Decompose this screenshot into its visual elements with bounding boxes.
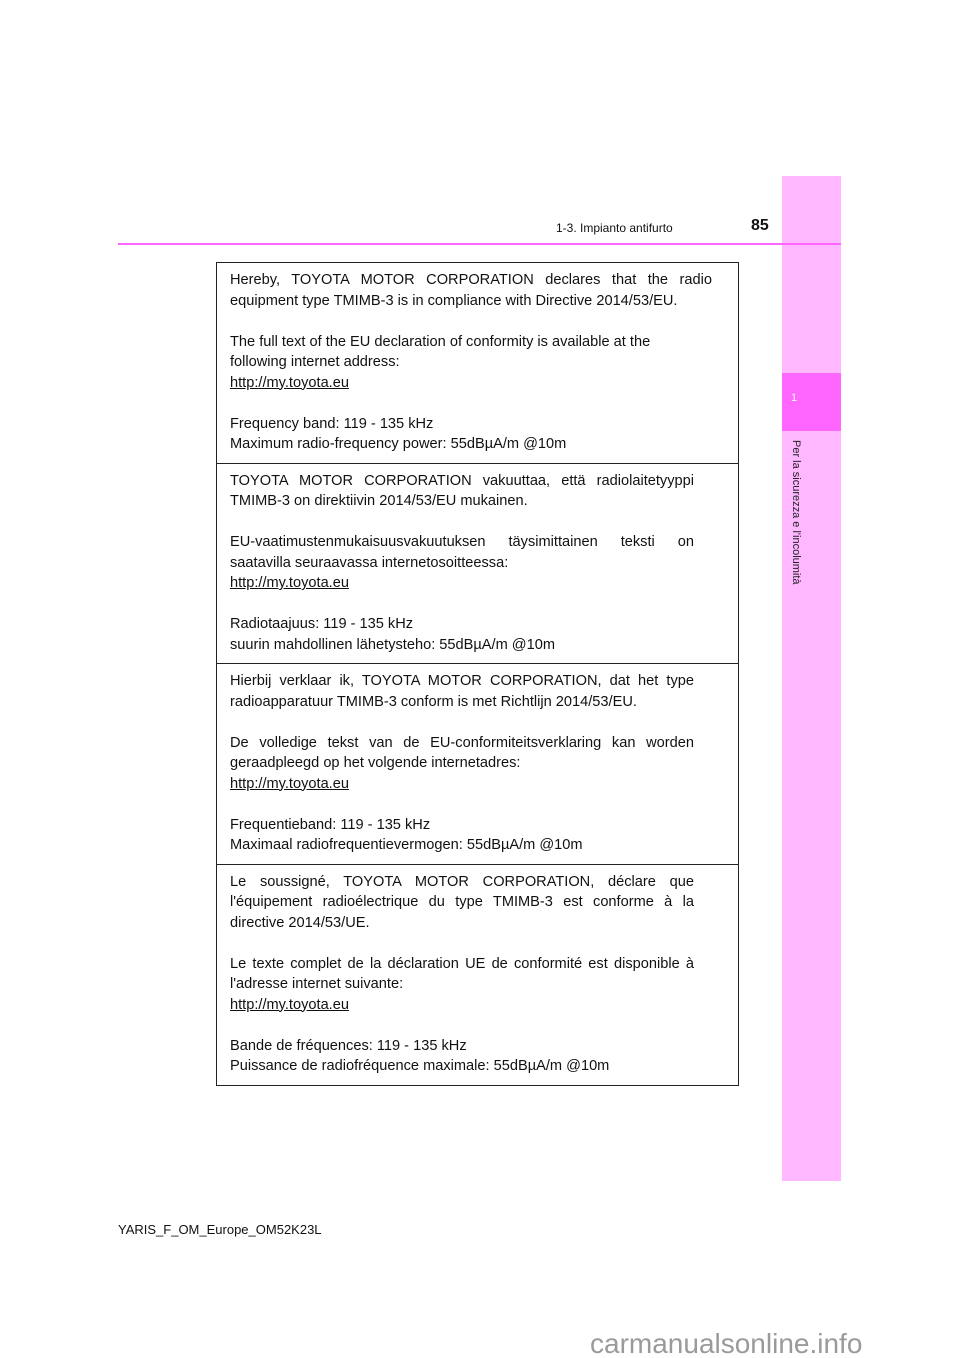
text-line: De volledige tekst van de EU-conformiteitsverklaring kan worden [230,734,694,751]
text-line: Bande de fréquences: 119 - 135 kHz [230,1037,467,1054]
text-line: Frequency band: 119 - 135 kHz [230,415,434,432]
header-rule [118,243,841,245]
text-line: EU-vaatimustenmukaisuusvakuutuksen täysimittainen teksti on [230,534,694,550]
declaration-english [217,263,738,463]
text-line: The full text of the EU declaration of conformity is available at the [230,333,651,350]
text-line: Radiotaajuus: 119 - 135 kHz [230,616,414,632]
text-line: Frequentieband: 119 - 135 kHz [230,816,431,833]
text-line: radioapparatuur TMIMB-3 conform is met Richtlijn 2014/53/EU. [230,693,637,710]
declaration-french [217,864,738,1085]
text-line: Hereby, TOYOTA MOTOR CORPORATION declares that the radio [230,272,712,288]
text-line: Le texte complet de la déclaration UE de conformité est disponible à [230,955,694,972]
text-line: Le soussigné, TOYOTA MOTOR CORPORATION, déclare que [230,873,694,890]
declaration-finnish [217,463,738,664]
text-line: Hierbij verklaar ik, TOYOTA MOTOR CORPORATION, dat het type [230,673,694,689]
chapter-label: Per la sicurezza e l'incolumità [790,440,802,585]
text-line: Maximum radio-frequency power: 55dBµA/m @10m [230,436,567,452]
toyota-link[interactable]: http://my.toyota.eu [230,374,349,391]
text-line: suurin mahdollinen lähetysteho: 55dBµA/m @10m [230,636,556,653]
declaration-box [216,262,739,1086]
chapter-number: 1 [791,392,798,404]
text-line: TMIMB-3 on direktiivin 2014/53/EU mukainen. [230,493,528,509]
watermark: carmanualsonline.info [590,1328,863,1358]
toyota-link[interactable]: http://my.toyota.eu [230,775,349,792]
text-line: l'équipement radioélectrique du type TMIMB-3 est conforme à la [230,894,694,910]
document-code: YARIS_F_OM_Europe_OM52K23L [118,1222,322,1237]
page-number: 85 [751,217,769,234]
text-line: directive 2014/53/UE. [230,914,370,931]
text-line: l'adresse internet suivante: [230,976,404,992]
text-line: following internet address: [230,354,400,370]
text-line: Maximaal radiofrequentievermogen: 55dBµA/m @10m [230,837,583,853]
text-line: saatavilla seuraavassa internetosoitteessa: [230,554,509,571]
text-line: geraadpleegd op het volgende internetadres: [230,755,521,771]
chapter-tab-active[interactable] [782,373,841,431]
chapter-side-tab [782,176,841,1181]
toyota-link[interactable]: http://my.toyota.eu [230,996,349,1013]
text-line: equipment type TMIMB-3 is in compliance with Directive 2014/53/EU. [230,292,678,309]
text-line: TOYOTA MOTOR CORPORATION vakuuttaa, että radiolaitetyyppi [230,472,694,489]
section-title: 1-3. Impianto antifurto [556,221,673,235]
declaration-dutch [217,663,738,864]
toyota-link[interactable]: http://my.toyota.eu [230,575,349,591]
text-line: Puissance de radiofréquence maximale: 55dBµA/m @10m [230,1058,610,1074]
